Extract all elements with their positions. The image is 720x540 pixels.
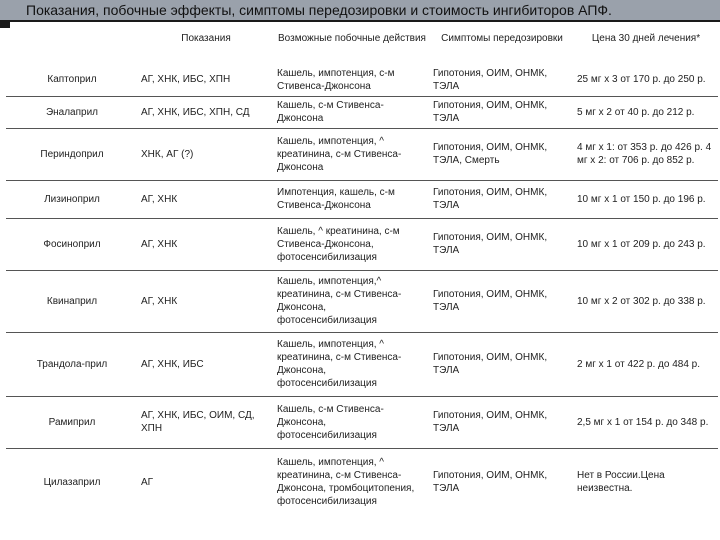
price-cell: 10 мг х 2 от 302 р. до 338 р. [577,295,706,307]
indications-cell: АГ [141,476,154,488]
side-effects-cell: Импотенция, кашель, с-м Стивенса-Джонсона [277,187,395,211]
overdose-cell: Гипотония, ОИМ, ОНМК, ТЭЛА, Смерть [433,142,548,166]
side-effects-cell: Кашель, с-м Стивенса-Джонсона [277,100,384,124]
price-cell: 25 мг х 3 от 170 р. до 250 р. [577,74,706,86]
indications-cell: АГ, ХНК, ИБС [141,358,204,370]
side-effects-cell: Кашель, с-м Стивенса-Джонсона, фотосенсибилизация [277,403,384,441]
page-title: Показания, побочные эффекты, симптомы передозировки и стоимость ингибиторов АПФ. [26,2,612,18]
table-row [6,180,718,218]
price-cell: 2,5 мг х 1 от 154 р. до 348 р. [577,416,709,428]
drug-name: Квинаприл [46,295,98,307]
indications-cell: АГ, ХНК, ИБС, ОИМ, СД, ХПН [141,410,255,434]
header-price: Цена 30 дней лечения* [591,33,701,44]
overdose-cell: Гипотония, ОИМ, ОНМК, ТЭЛА [433,289,548,313]
header-overdose: Симптомы передозировки [441,33,563,44]
drug-name: Рамиприл [48,416,96,428]
drug-name: Периндоприл [40,148,104,160]
side-effects-cell: Кашель, импотенция, ^ креатинина, с-м Стивенса-Джонсона [277,135,402,173]
price-cell: Нет в России.Цена неизвестна. [577,470,665,495]
overdose-cell: Гипотония, ОИМ, ОНМК, ТЭЛА [433,187,548,211]
drug-name: Цилазаприл [43,476,101,488]
table-row [6,64,718,96]
table-row [6,270,718,332]
price-cell: 10 мг х 1 от 209 р. до 243 р. [577,238,706,250]
indications-cell: АГ, ХНК [141,295,178,307]
indications-cell: ХНК, АГ (?) [141,148,194,160]
overdose-cell: Гипотония, ОИМ, ОНМК, ТЭЛА [433,67,548,92]
table-row [6,128,718,180]
side-effects-cell: Кашель, импотенция,^ креатинина, с-м Стивенса-Джонсона, фотосенсибилизация [277,276,402,326]
header-name [6,30,138,64]
header-indications: Показания [181,33,231,44]
overdose-cell: Гипотония, ОИМ, ОНМК, ТЭЛА [433,100,548,124]
indications-cell: АГ, ХНК, ИБС, ХПН, СД [141,106,250,118]
indications-cell: АГ, ХНК, ИБС, ХПН [141,74,231,86]
table-row [6,96,718,128]
overdose-cell: Гипотония, ОИМ, ОНМК, ТЭЛА [433,352,548,376]
table-row [6,332,718,396]
title-bar [0,0,720,22]
indications-cell: АГ, ХНК [141,193,178,205]
drug-name: Эналаприл [45,106,99,118]
price-cell: 2 мг х 1 от 422 р. до 484 р. [577,358,701,370]
overdose-cell: Гипотония, ОИМ, ОНМК, ТЭЛА [433,410,548,434]
price-cell: 4 мг х 1: от 353 р. до 426 р. 4 мг х 2: от 706 р. до 852 р. [577,142,712,166]
table-row [6,448,718,516]
table-row [6,218,718,270]
price-cell: 5 мг х 2 от 40 р. до 212 р. [577,106,695,118]
header-row [6,30,718,64]
ace-inhibitors-table [6,30,718,516]
header-side-effects: Возможные побочные действия [278,33,426,44]
overdose-cell: Гипотония, ОИМ, ОНМК, ТЭЛА [433,470,548,495]
side-effects-cell: Кашель, импотенция, ^ креатинина, с-м Стивенса-Джонсона, фотосенсибилизация [277,339,402,389]
indications-cell: АГ, ХНК [141,238,178,250]
price-cell: 10 мг х 1 от 150 р. до 196 р. [577,193,706,205]
drug-name: Фосиноприл [43,238,101,250]
overdose-cell: Гипотония, ОИМ, ОНМК, ТЭЛА [433,232,548,256]
drug-name: Лизиноприл [44,193,100,205]
drug-name: Каптоприл [47,74,97,86]
side-effects-cell: Кашель, импотенция, с-м Стивенса-Джонсона [277,67,395,92]
title-accent [0,22,10,28]
drug-name: Трандола-прил [36,358,108,370]
side-effects-cell: Кашель, ^ креатинина, с-м Стивенса-Джонсона, фотосенсибилизация [277,225,400,263]
table-row [6,396,718,448]
side-effects-cell: Кашель, импотенция, ^ креатинина, с-м Стивенса-Джонсона, тромбоцитопения, фотосенсибилизация [277,457,415,508]
